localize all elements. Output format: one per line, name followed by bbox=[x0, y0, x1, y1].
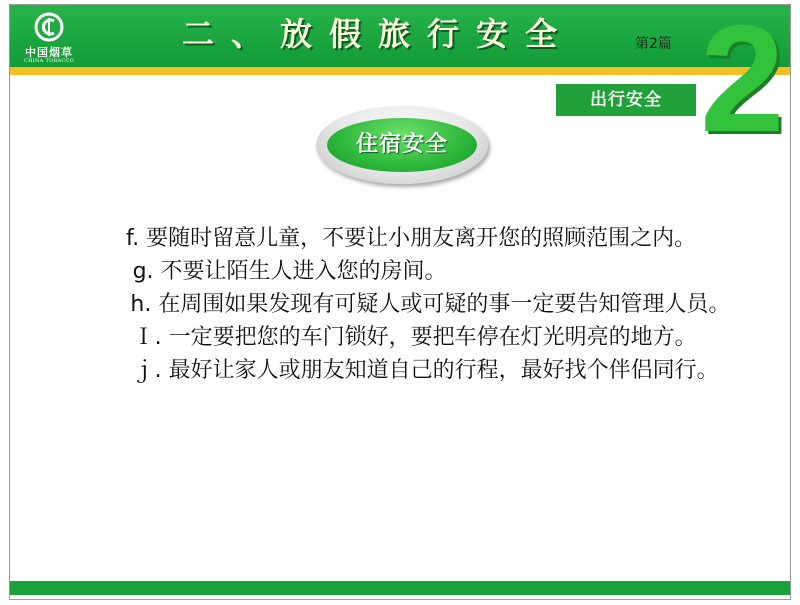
china-tobacco-logo bbox=[14, 10, 84, 64]
header-accent-stripe bbox=[10, 67, 790, 75]
paragraph-i: Ｉ. 一定要把您的车门锁好，要把车停在灯光明亮的地方。 bbox=[132, 325, 697, 350]
section-badge: 出行安全 bbox=[556, 84, 696, 116]
topic-badge bbox=[316, 106, 488, 184]
footer-bar bbox=[10, 581, 790, 595]
page-title: 二、放假旅行安全 bbox=[182, 15, 575, 53]
logo-name-en: CHINA TOBACCO bbox=[23, 58, 75, 64]
paragraph-f: f. 要随时留意儿童，不要让小朋友离开您的照顾范围之内。 bbox=[126, 226, 697, 251]
paragraph-h: h. 在周围如果发现有可疑人或可疑的事一定要告知管理人员。 bbox=[130, 292, 731, 317]
topic-label: 住宿安全 bbox=[327, 118, 477, 172]
paragraph-j: ｊ. 最好让家人或朋友知道自己的行程，最好找个伴侣同行。 bbox=[132, 358, 719, 383]
logo-name-cn: 中国烟草 bbox=[25, 46, 73, 59]
chapter-label: 第2篇 bbox=[635, 36, 672, 52]
paragraph-g: g. 不要让陌生人进入您的房间。 bbox=[132, 259, 447, 284]
chapter-number: 2 bbox=[700, 0, 785, 164]
body-text bbox=[82, 222, 742, 387]
china-tobacco-emblem-icon bbox=[34, 12, 64, 42]
